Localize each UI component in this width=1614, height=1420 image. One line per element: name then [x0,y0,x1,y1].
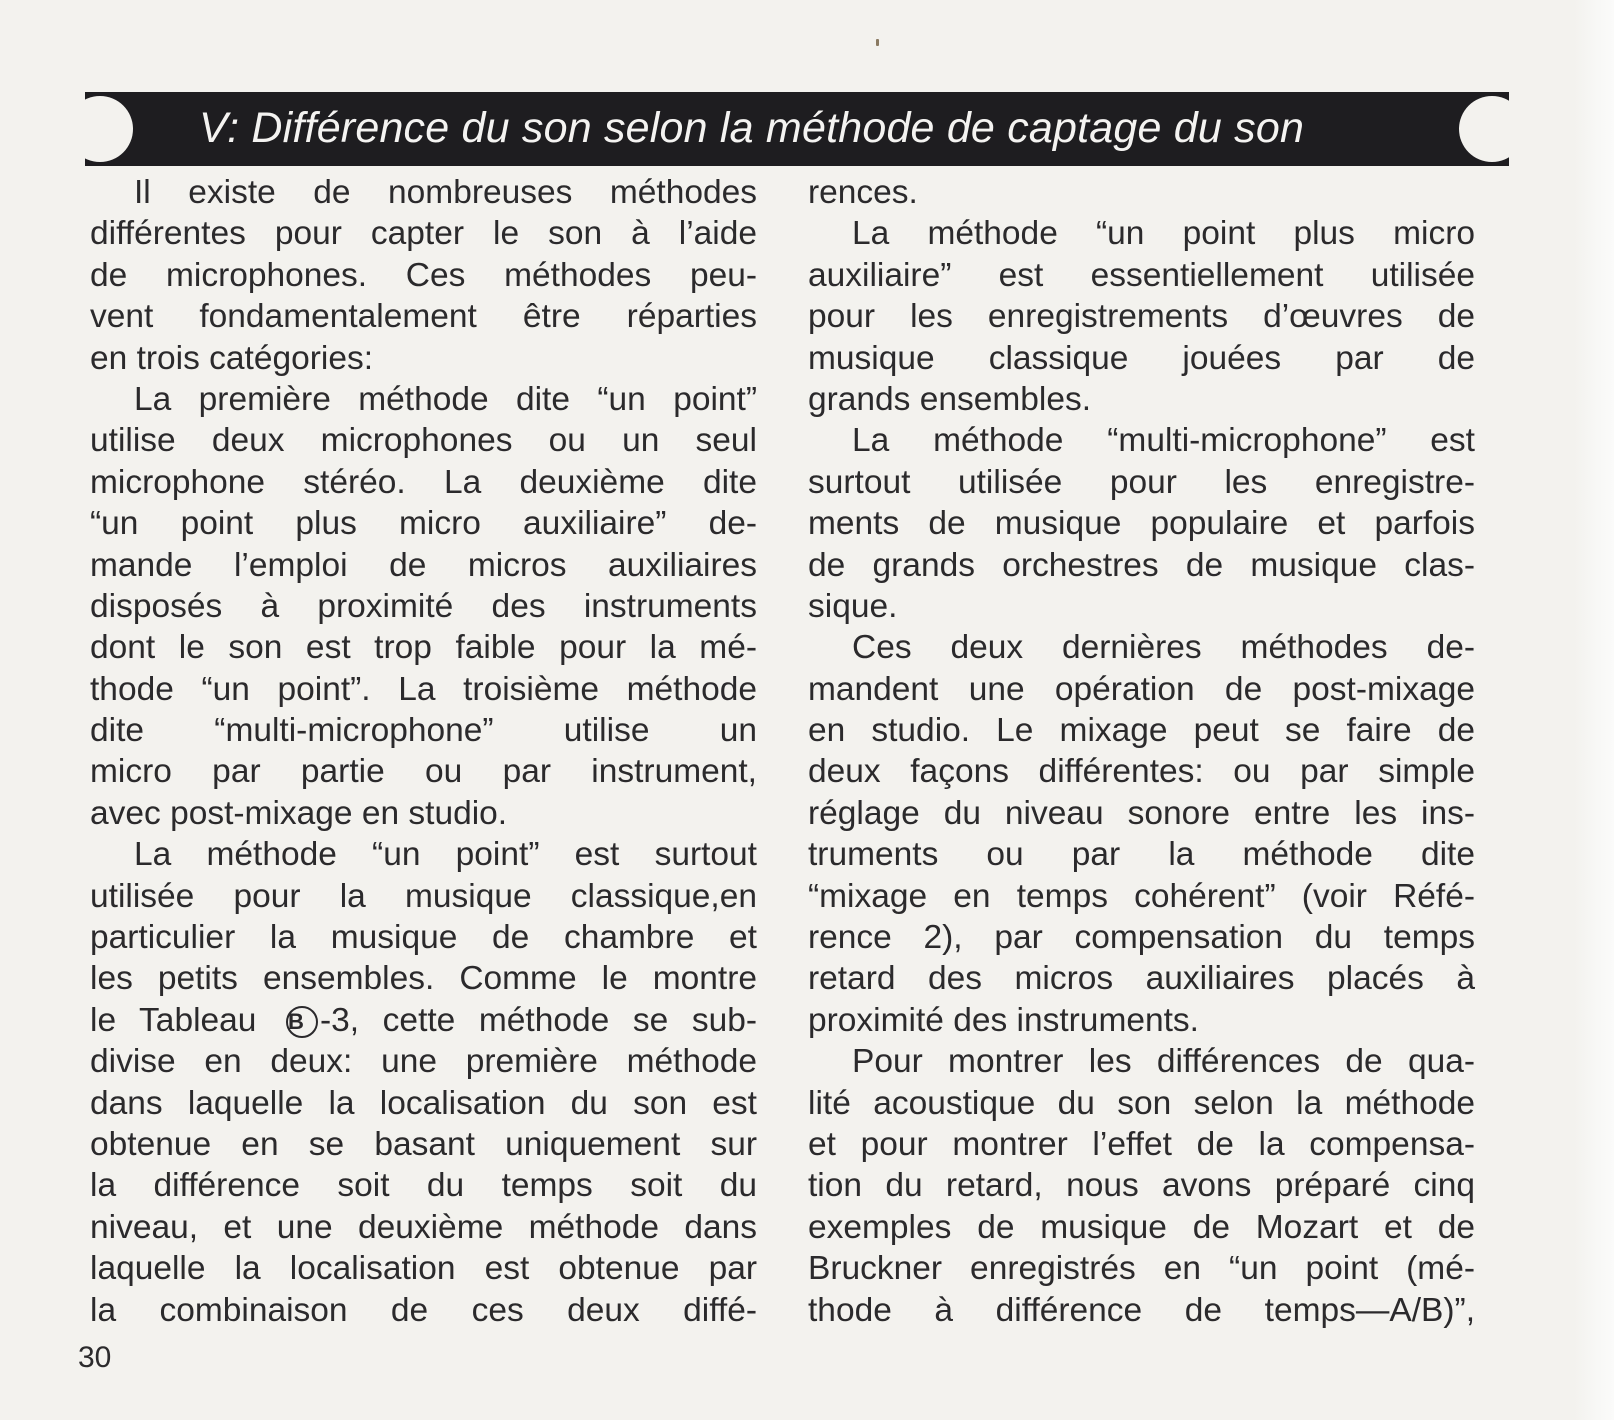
text-line: deux façons différentes: ou par simple [808,753,1475,791]
text-line: proximité des instruments. [808,1001,1199,1039]
page-number: 30 [78,1341,112,1374]
text-line: vent fondamentalement être réparties [90,298,757,336]
text-line: La méthode “multi-microphone” est [852,422,1475,460]
text-line: particulier la musique de chambre et [90,919,757,957]
text-line: La méthode “un point plus micro [852,215,1475,253]
tableau-ref-suffix: -3, cette méthode se sub- [320,1001,757,1039]
text-line: niveau, et une deuxième méthode dans [90,1208,757,1246]
text-line: disposés à proximité des instruments [90,587,757,625]
banner-right-notch [1459,96,1509,162]
text-line: surtout utilisée pour les enregistre- [808,463,1475,501]
text-line: Bruckner enregistrés en “un point (mé- [808,1250,1475,1288]
text-line: obtenue en se basant uniquement sur [90,1125,757,1163]
tableau-ref-prefix: le Tableau [90,1001,257,1039]
section-header-banner [85,92,1509,166]
text-line: de microphones. Ces méthodes peu- [90,256,757,294]
text-line: rences. [808,174,918,211]
text-line: dite “multi-microphone” utilise un [90,712,757,750]
text-line [90,1000,757,1041]
text-line: lité acoustique du son selon la méthode [808,1084,1475,1122]
text-line: mande l’emploi de micros auxiliaires [90,546,757,584]
text-line: sique. [808,587,898,625]
text-line: Il existe de nombreuses méthodes [134,174,757,211]
text-line: retard des micros auxiliaires placés à [808,960,1475,998]
text-line: microphone stéréo. La deuxième dite [90,463,757,501]
text-line: utilisée pour la musique classique,en [90,877,757,915]
text-line: réglage du niveau sonore entre les ins- [808,794,1475,832]
text-line: La première méthode dite “un point” [134,380,757,418]
left-text-column [90,172,757,1331]
print-speck [876,39,879,46]
text-line: utilise deux microphones ou un seul [90,422,757,460]
text-line: en trois catégories: [90,339,374,377]
text-line: thode “un point”. La troisième méthode [90,670,757,708]
text-line: exemples de musique de Mozart et de [808,1208,1475,1246]
text-line: en studio. Le mixage peut se faire de [808,712,1475,750]
text-line: rence 2), par compensation du temps [808,919,1475,957]
text-line: musique classique jouées par de [808,339,1475,377]
text-line: grands ensembles. [808,380,1092,418]
text-line: avec post-mixage en studio. [90,794,508,832]
section-title: V: Différence du son selon la méthode de captage du son [199,104,1305,152]
circled-b-icon: B [286,1006,318,1038]
text-line: laquelle la localisation est obtenue par [90,1250,757,1288]
text-line: La méthode “un point” est surtout [134,836,757,874]
text-line: dans laquelle la localisation du son est [90,1084,757,1122]
text-line: auxiliaire” est essentiellement utilisée [808,256,1475,294]
text-line: différentes pour capter le son à l’aide [90,215,757,253]
text-line: la différence soit du temps soit du [90,1167,757,1205]
text-line: truments ou par la méthode dite [808,836,1475,874]
text-line: dont le son est trop faible pour la mé- [90,629,757,667]
text-line: les petits ensembles. Comme le montre [90,960,757,998]
text-line: ments de musique populaire et parfois [808,505,1475,543]
banner-left-notch [85,96,133,162]
text-line: “un point plus micro auxiliaire” de- [90,505,757,543]
text-line: thode à différence de temps—A/B)”, [808,1291,1475,1329]
text-line: micro par partie ou par instrument, [90,753,757,791]
right-text-column [808,172,1475,1331]
text-line: pour les enregistrements d’œuvres de [808,298,1475,336]
text-line: Ces deux dernières méthodes de- [852,629,1475,667]
text-line: “mixage en temps cohérent” (voir Réfé- [808,877,1475,915]
text-line: tion du retard, nous avons préparé cinq [808,1167,1475,1205]
text-line: mandent une opération de post-mixage [808,670,1475,708]
text-line: divise en deux: une première méthode [90,1043,757,1081]
text-line: de grands orchestres de musique clas- [808,546,1475,584]
text-line: et pour montrer l’effet de la compensa- [808,1125,1475,1163]
page-edge-shade [1574,0,1614,1420]
text-line: la combinaison de ces deux diffé- [90,1291,757,1329]
text-line: Pour montrer les différences de qua- [852,1043,1475,1081]
